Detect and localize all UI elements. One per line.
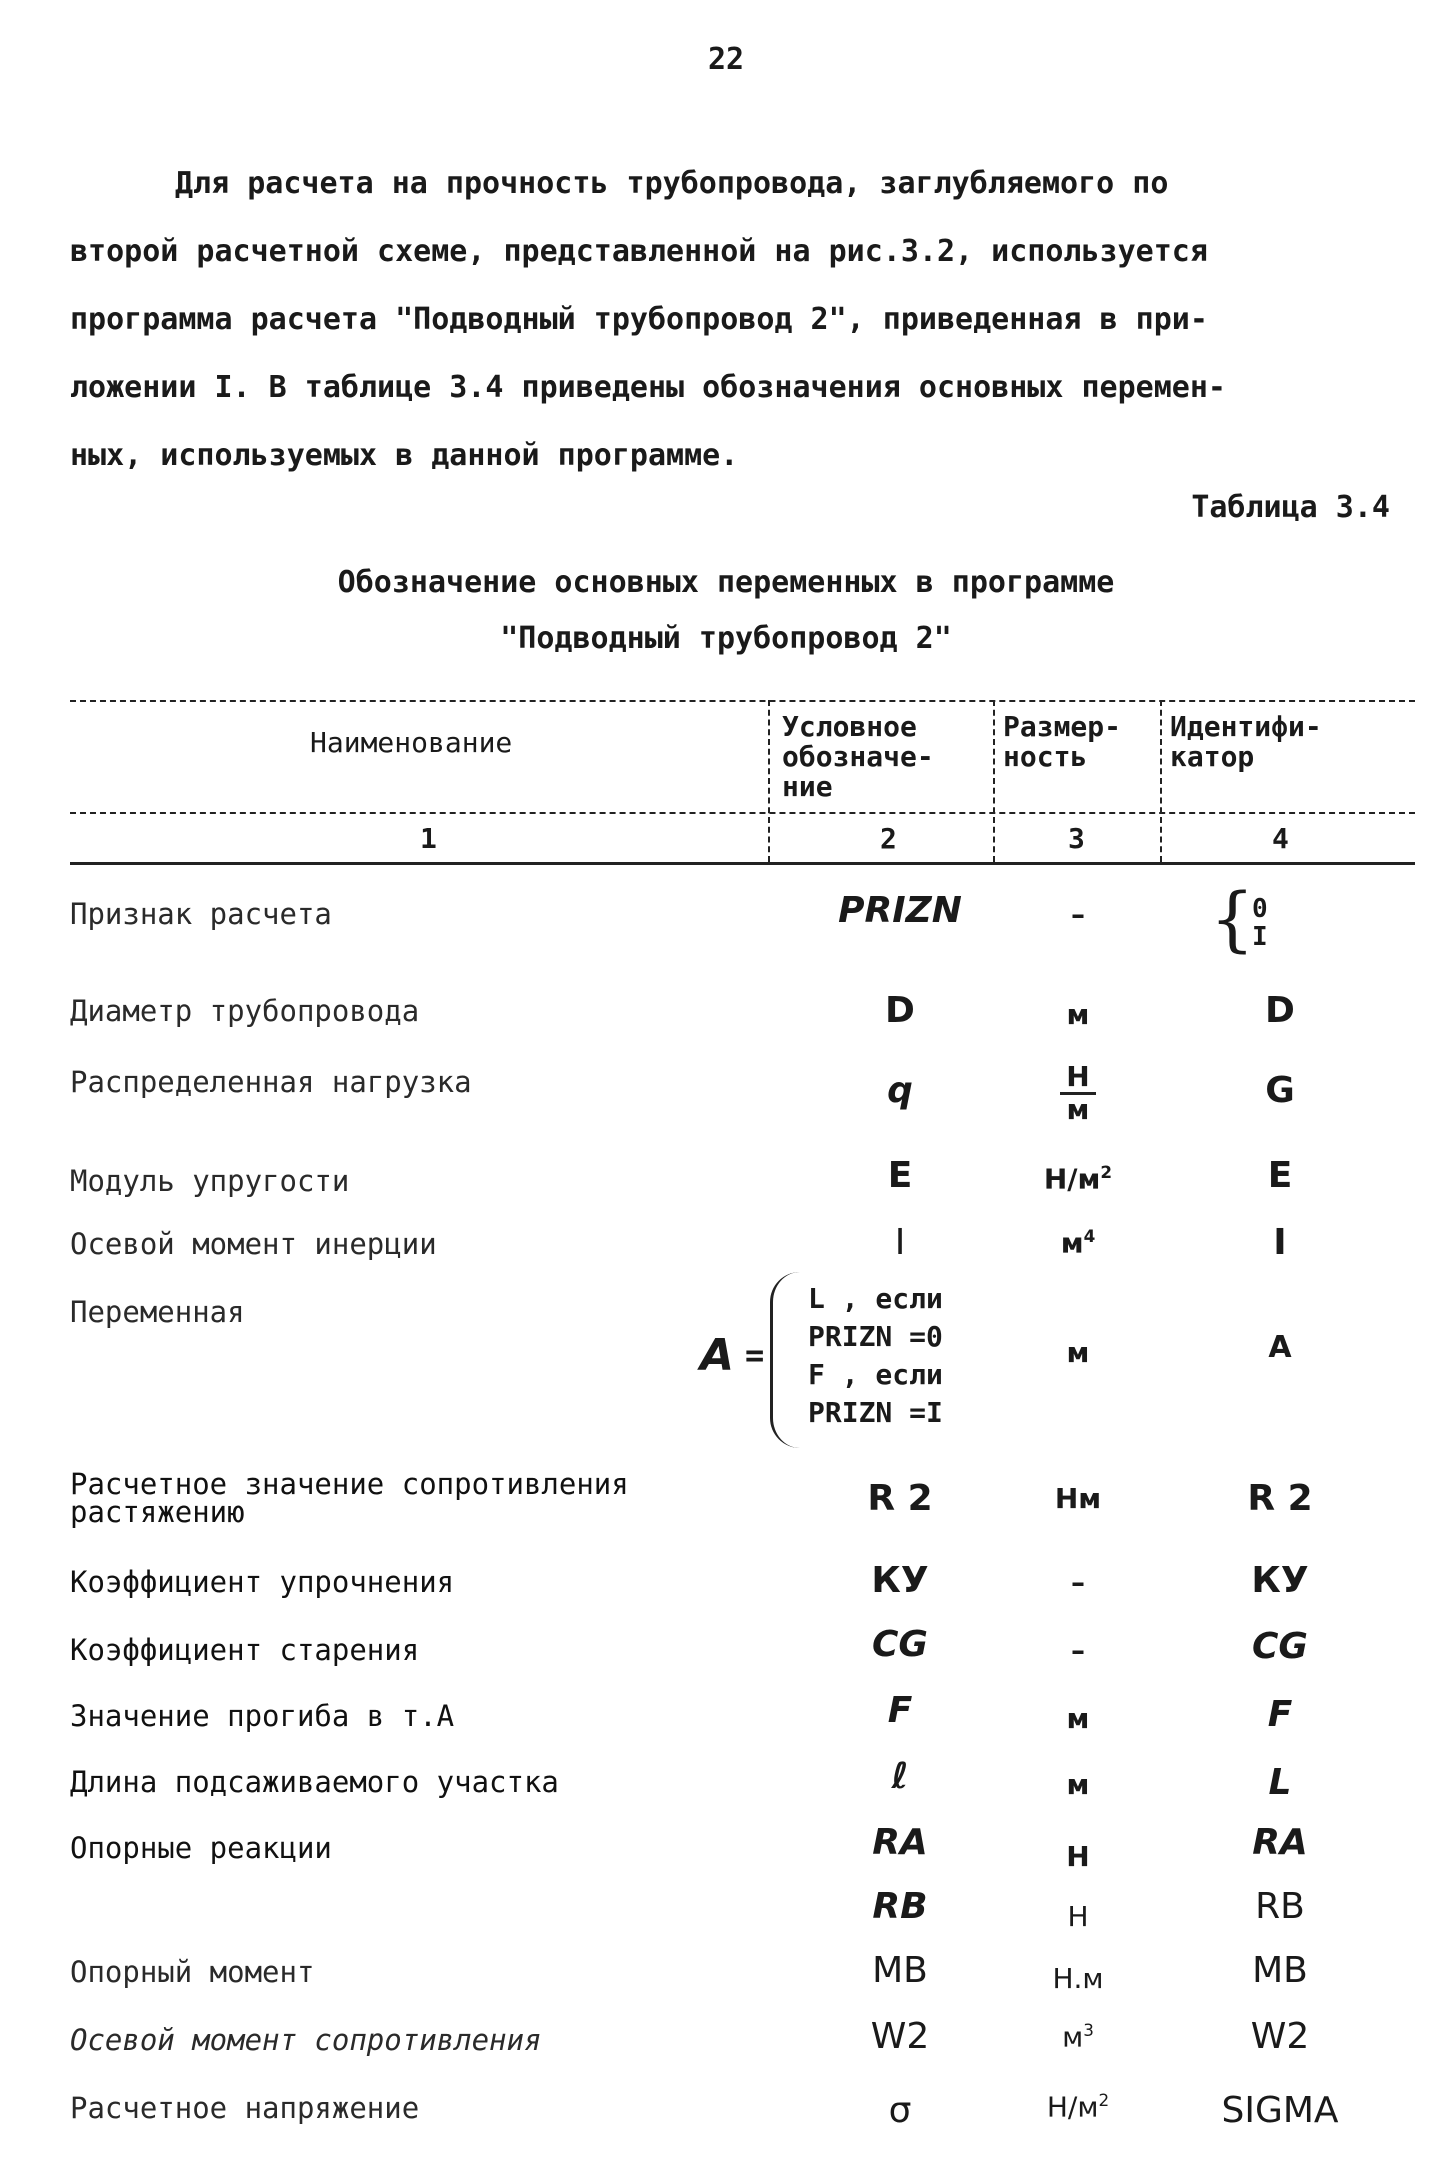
row-identifier: A (1268, 1330, 1292, 1365)
row-symbol: q (887, 1070, 913, 1111)
row-symbol: RB (872, 1886, 928, 1927)
column-number: 2 (880, 822, 897, 855)
case-line: L , если (808, 1282, 943, 1315)
equals-sign: = (745, 1336, 765, 1374)
row-identifier: CG (1252, 1626, 1308, 1667)
row-symbol: E (887, 1155, 913, 1196)
row-unit: – (1071, 1634, 1085, 1667)
row-identifier: RA (1252, 1822, 1308, 1863)
row-name: Осевой момент инерции (70, 1227, 437, 1261)
row-unit: Н.м (1052, 1962, 1104, 1995)
row-symbol: PRIZN (838, 890, 962, 931)
row-name: Длина подсаживаемого участка (70, 1765, 559, 1799)
row-name: Расчетное значение сопротивления (70, 1467, 629, 1501)
row-name: Коэффициент старения (70, 1633, 420, 1667)
table-title-line: Обозначение основных переменных в программе (337, 565, 1115, 600)
row-identifier: F (1267, 1694, 1293, 1735)
unit-text: м (1060, 1226, 1084, 1260)
row-identifier: SIGMA (1221, 2090, 1339, 2131)
paragraph-line: программа расчета "Подводный трубопровод 2", приведенная в при- (70, 302, 1208, 337)
unit-text: Н/м (1046, 2090, 1099, 2124)
row-symbol: σ (888, 2090, 912, 2131)
table-title (0, 555, 1452, 667)
row-name-continued: растяжению (70, 1495, 245, 1529)
row-symbol: MB (872, 1950, 928, 1991)
brace-icon: { (1210, 878, 1255, 960)
table-top-rule (70, 700, 1415, 702)
row-name: Диаметр трубопровода (70, 994, 420, 1028)
row-identifier: D (1265, 990, 1295, 1031)
unit-text: Н/м (1043, 1162, 1101, 1196)
unit-exponent: 4 (1083, 1226, 1096, 1246)
row-identifier: RB (1255, 1886, 1305, 1927)
row-unit: м (1066, 998, 1090, 1031)
row-name: Коэффициент упрочнения (70, 1565, 455, 1599)
intro-paragraph (70, 150, 1390, 490)
header-identifier: Идентифи- катор (1170, 710, 1322, 773)
row-name: Значение прогиба в т.А (70, 1699, 455, 1733)
paragraph-line: ложении I. В таблице 3.4 приведены обозначения основных перемен- (70, 370, 1226, 405)
column-divider (1160, 700, 1162, 862)
column-divider (768, 700, 770, 862)
row-name: Модуль упругости (70, 1164, 350, 1198)
row-symbol: F (887, 1690, 913, 1731)
row-symbol: D (885, 990, 915, 1031)
header-dimension: Размер- ность (1003, 710, 1122, 773)
row-name: Расчетное напряжение (70, 2091, 420, 2125)
unit-exponent: 3 (1083, 2020, 1094, 2040)
row-unit: м (1066, 1768, 1090, 1801)
row-name: Признак расчета (70, 897, 332, 931)
row-identifier: I (1273, 1222, 1287, 1263)
row-unit (1008, 2020, 1148, 2053)
row-name: Осевой момент сопротивления (70, 2023, 542, 2057)
paragraph-line: второй расчетной схеме, представленной на рис.3.2, используется (70, 234, 1208, 269)
row-identifier: КУ (1251, 1560, 1309, 1601)
row-name: Опорные реакции (70, 1831, 332, 1865)
row-identifier: L (1268, 1762, 1292, 1803)
page-number: 22 (707, 42, 745, 77)
row-symbol: R 2 (867, 1478, 933, 1519)
row-unit: Н (1067, 1900, 1089, 1933)
row-identifier: G (1265, 1070, 1295, 1111)
column-number: 3 (1068, 822, 1085, 855)
brace-icon (770, 1272, 803, 1448)
row-symbol: I (894, 1222, 906, 1263)
row-unit: – (1071, 1566, 1085, 1599)
row-identifier: W2 (1250, 2016, 1310, 2057)
paragraph-line: Для расчета на прочность трубопровода, заглубляемого по (175, 166, 1169, 201)
header-symbol: Условное обозначе- ние (782, 710, 934, 803)
row-unit: – (1071, 898, 1085, 931)
case-line: F , если (808, 1358, 943, 1391)
identifier-values (1252, 895, 1268, 951)
column-number: 4 (1272, 822, 1289, 855)
unit-exponent: 2 (1098, 2090, 1110, 2110)
column-number: 1 (420, 822, 437, 855)
row-unit: м (1066, 1702, 1090, 1735)
paragraph-line: ных, используемых в данной программе. (70, 438, 739, 473)
row-symbol: ℓ (891, 1756, 909, 1797)
row-symbol: CG (872, 1624, 928, 1665)
row-unit (1008, 1162, 1148, 1195)
column-divider (993, 700, 995, 862)
table-title-line: "Подводный трубопровод 2" (500, 621, 952, 656)
case-lines (808, 1280, 943, 1432)
row-unit (1008, 1062, 1148, 1126)
identifier-value: I (1252, 922, 1268, 952)
row-unit: Нм (1054, 1482, 1102, 1515)
row-identifier: R 2 (1247, 1478, 1313, 1519)
case-line: PRIZN =I (808, 1396, 943, 1429)
row-identifier: MB (1252, 1950, 1308, 1991)
row-unit (1008, 1226, 1148, 1259)
unit-numerator: Н (1060, 1062, 1095, 1095)
unit-exponent: 2 (1100, 1162, 1113, 1182)
table-header-rule (70, 812, 1415, 814)
table-caption: Таблица 3.4 (1191, 490, 1390, 525)
row-unit (1008, 2090, 1148, 2123)
case-line: PRIZN =0 (808, 1320, 943, 1353)
row-name: Опорный момент (70, 1955, 315, 1989)
row-symbol: W2 (870, 2016, 930, 2057)
identifier-value: 0 (1252, 894, 1268, 924)
case-label: A (700, 1330, 735, 1381)
table-number-rule (70, 862, 1415, 865)
row-identifier: E (1267, 1155, 1293, 1196)
row-name: Переменная (70, 1295, 245, 1329)
row-unit: м (1066, 1336, 1090, 1369)
row-unit: Н (1066, 1840, 1090, 1873)
unit-denominator: м (1066, 1093, 1090, 1126)
unit-text: м (1062, 2020, 1084, 2054)
row-symbol: RA (872, 1822, 928, 1863)
row-symbol: КУ (871, 1560, 929, 1601)
row-name: Распределенная нагрузка (70, 1065, 472, 1099)
header-name: Наименование (310, 726, 513, 759)
